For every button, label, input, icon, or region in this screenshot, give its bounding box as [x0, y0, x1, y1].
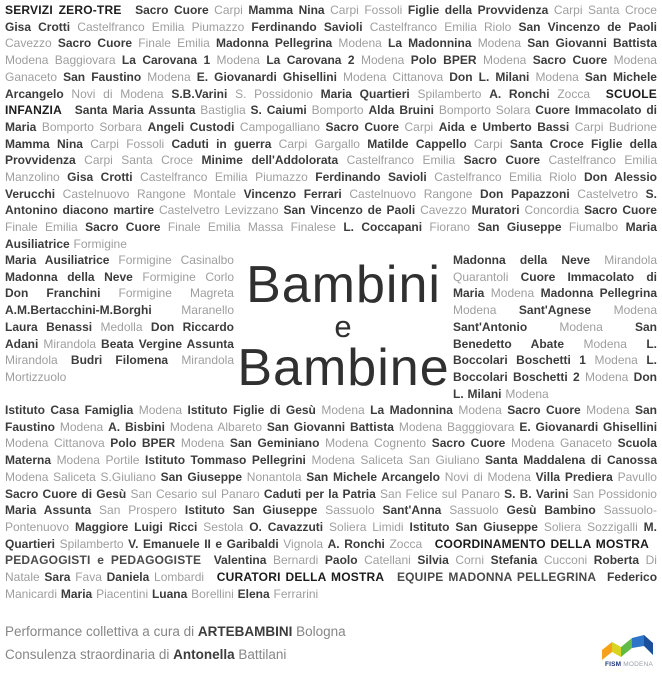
logo-text-fism: FISM [604, 661, 622, 668]
place-name: Maranello [181, 303, 234, 318]
school-name: L. Boccolari Boschetti 1 [453, 336, 658, 368]
school-name: Alda Bruini [368, 103, 434, 118]
place-name: Modena Portile [56, 453, 140, 468]
school-name: Daniela [106, 570, 150, 585]
place-name: Vignola [283, 536, 324, 551]
footer-consulting-credit [5, 647, 286, 663]
fism-zigzag-icon [601, 635, 657, 661]
school-name: San Vincenzo de Paoli [283, 203, 416, 218]
school-name: Maria Ausiliatrice [5, 220, 657, 251]
place-name: Castelvetro Levizzano [158, 203, 279, 218]
place-name: Carpi [473, 136, 503, 151]
section-header: COORDINAMENTO DELLA MOSTRA [434, 536, 649, 551]
school-name: Istituto San Giuseppe [409, 519, 538, 534]
school-name: San Giuseppe [160, 469, 243, 484]
school-name: San Michele Arcangelo [5, 69, 657, 101]
place-name: Cavezzo [5, 36, 52, 51]
school-name: ARTEBAMBINI [197, 624, 293, 639]
school-name: San Benedetto Abate [453, 319, 657, 351]
school-name: Santa Maria Assunta [74, 103, 196, 118]
school-name: Sacro Cuore [57, 36, 133, 51]
school-name: M. Quartieri [5, 519, 657, 551]
school-name: Sara [44, 570, 71, 585]
school-name: O. Cavazzuti [249, 519, 324, 534]
school-name: Don L. Milani [449, 69, 530, 84]
place-name: Finale Emilia [5, 220, 78, 235]
school-name: Madonna della Neve [5, 269, 133, 284]
place-name: Sassuolo-Pontenuovo [5, 503, 657, 534]
school-name: Aida e Umberto Bassi [438, 119, 570, 134]
school-name: Mamma Nina [248, 3, 325, 17]
place-name: Fava [75, 570, 102, 585]
place-name: Carpi Santa Croce [553, 3, 657, 17]
school-name: Sacro Cuore di Gesù [5, 486, 127, 501]
place-name: Modena Cittanova [343, 69, 444, 84]
place-name: Zocca [557, 86, 591, 101]
school-name: Don L. Milani [453, 369, 657, 401]
section-header: EQUIPE MADONNA PELLEGRINA [396, 570, 597, 585]
school-name: Scuola Materna [5, 436, 657, 468]
school-name: Sacro Cuore [431, 436, 506, 451]
school-name: Federico [607, 570, 658, 585]
place-name: San Possidonio [572, 486, 657, 501]
place-name: Manicardi [5, 586, 58, 601]
place-name: Modena [583, 336, 627, 351]
place-name: Modena [321, 403, 365, 417]
place-name: Borellini [191, 586, 234, 601]
school-name: San Giovanni Battista [266, 419, 394, 434]
logo-wordmark [600, 661, 658, 669]
school-name: Maggiore Luigi Ricci [74, 519, 198, 534]
school-name: Muratori [471, 203, 520, 218]
school-name: Gesù Bambino [506, 503, 596, 518]
place-name: Modena [338, 36, 382, 51]
place-name: Modena [505, 386, 549, 401]
place-name: Formigine Magreta [118, 286, 234, 301]
school-name: V. Emanuele II e Garibaldi [128, 536, 279, 551]
place-name: Ferrarini [273, 586, 319, 601]
school-name: Madonna Pellegrina [540, 286, 658, 301]
place-name: Battilani [238, 647, 287, 662]
school-name: Villa Prediera [535, 469, 613, 484]
place-name: Modena [594, 353, 638, 368]
title-word-e: e [334, 309, 353, 344]
place-name: Modena [147, 69, 191, 84]
school-name: Don Papazzoni [480, 186, 570, 201]
school-name: Istituto San Giuseppe [184, 503, 318, 518]
school-name: Sant'Agnese [518, 303, 592, 318]
logo-facet-orange [602, 642, 612, 660]
school-name: S. Antonino diacono martire [5, 186, 657, 218]
place-name: Finale Emilia [138, 36, 210, 51]
school-name: Caduti per la Patria [263, 486, 376, 501]
place-name: Carpi Fossoli [90, 136, 165, 151]
place-name: Modena Ganaceto [510, 436, 612, 451]
place-name: S. Possidonio [235, 86, 313, 101]
school-name: Sacro Cuore [532, 53, 608, 68]
logo-facet-green [621, 638, 632, 657]
place-name: Novi di Modena [444, 469, 531, 484]
place-name: Castelfranco Emilia Riolo [369, 19, 512, 34]
school-list-left-column [5, 252, 234, 402]
place-name: Modena [482, 53, 527, 68]
place-name: Sassuolo [325, 503, 375, 518]
place-name: Spilamberto [59, 536, 124, 551]
logo-facet-blue-dark [644, 635, 653, 655]
school-name: Antonella [173, 647, 235, 662]
school-name: Polo BPER [410, 53, 477, 68]
place-name: Modena [613, 303, 657, 318]
logo-facet-yellow [612, 642, 621, 657]
school-name: Polo BPER [110, 436, 176, 451]
school-name: Budri Filomena [70, 353, 169, 368]
school-name: La Madonnina [387, 36, 472, 51]
place-name: Modena [453, 303, 497, 318]
school-name: San Giuseppe [477, 220, 562, 235]
school-name: Caduti in guerra [171, 136, 272, 151]
place-name: Carpi [214, 3, 243, 17]
place-name: Castelfranco Emilia [346, 153, 456, 168]
school-name: La Madonnina [370, 403, 453, 417]
school-name: Don Franchini [5, 286, 101, 301]
school-name: Madonna della Neve [453, 253, 591, 267]
place-name: Castelnuovo Rangone Montale [62, 186, 237, 201]
place-name: San Cesario sul Panaro [130, 486, 260, 501]
school-name: S. B. Varini [504, 486, 569, 501]
place-name: Castelfranco Emilia Riolo [434, 170, 577, 185]
place-name: Modena [360, 53, 405, 68]
school-list-bottom [5, 402, 657, 602]
place-name: Bernardi [272, 553, 319, 568]
school-name: San Faustino [5, 403, 657, 434]
school-name: Silvia [417, 553, 449, 568]
place-name: Di Natale [5, 553, 657, 585]
school-name: Sant'Anna [382, 503, 442, 518]
school-name: Istituto Casa Famiglia [5, 403, 134, 417]
place-name: Nonantola [246, 469, 302, 484]
school-name: L. Boccolari Boschetti 2 [453, 353, 657, 384]
place-name: Lombardi [154, 570, 205, 585]
place-name: Fiumalbo [568, 220, 619, 235]
place-name: Carpi Fossoli [330, 3, 403, 17]
place-name: Finale Emilia Massa Finalese [167, 220, 336, 235]
school-name: Roberta [593, 553, 640, 568]
school-name: Don Riccardo Adani [5, 319, 234, 351]
school-name: A.M.Bertacchini-M.Borghi [5, 303, 152, 318]
place-name: Modena [584, 369, 629, 384]
place-name: Soliera Sozzigalli [543, 519, 638, 534]
section-header: SCUOLE INFANZIA [5, 86, 657, 118]
school-name: Santa Croce Figlie della Provvidenza [5, 136, 658, 168]
school-name: L. Coccapani [343, 220, 423, 235]
school-name: Maria [60, 586, 93, 601]
school-name: E. Giovanardi Ghisellini [519, 419, 658, 434]
school-list-top [5, 2, 657, 253]
place-name: Spilamberto [417, 86, 482, 101]
place-name: Bomporto Solara [438, 103, 531, 118]
school-name: Istituto Tommaso Pellegrini [145, 453, 306, 468]
place-name: Castelfranco Emilia Manzolino [5, 153, 657, 185]
place-name: Performance collettiva a cura di [5, 624, 195, 639]
place-name: Carpi Budrione [574, 119, 657, 134]
school-name: Mamma Nina [5, 136, 83, 151]
school-name: Cuore Immacolato di Maria [5, 103, 658, 134]
place-name: Bologna [296, 624, 346, 639]
school-name: San Giovanni Battista [527, 36, 657, 51]
place-name: Modena [535, 69, 579, 84]
place-name: Pavullo [617, 469, 657, 484]
place-name: Bomporto Sorbara [41, 119, 143, 134]
place-name: Concordia [524, 203, 580, 218]
school-name: Sacro Cuore [463, 153, 541, 168]
place-name: Modena [138, 403, 183, 417]
place-name: Consulenza straordinaria di [5, 647, 170, 662]
school-name: E. Giovanardi Ghisellini [196, 69, 337, 84]
school-name: La Carovana 1 [121, 53, 211, 68]
place-name: San Felice sul Panaro [380, 486, 500, 501]
place-name: Formigine Corlo [142, 269, 234, 284]
place-name: Campogalliano [239, 119, 320, 134]
place-name: Modena Albareto [169, 419, 263, 434]
place-name: Catellani [364, 553, 411, 568]
school-list-right-column [453, 252, 657, 402]
school-name: Matilde Cappello [367, 136, 467, 151]
school-name: S.B.Varini [171, 86, 228, 101]
school-name: La Carovana 2 [266, 53, 355, 68]
place-name: Modena Cittanova [5, 436, 105, 451]
place-name: Corni [455, 553, 484, 568]
school-name: Don Alessio Verucchi [5, 170, 657, 201]
school-name: Elena [237, 586, 270, 601]
title-word-bambine: Bambine [237, 339, 450, 397]
school-name: Paolo [324, 553, 358, 568]
school-name: Istituto Figlie di Gesù [187, 403, 316, 417]
place-name: Modena [216, 53, 260, 68]
place-name: Modena [458, 403, 502, 417]
school-name: Maria Assunta [5, 503, 92, 518]
place-name: Modena [586, 403, 630, 417]
logo-facet-blue-light [632, 635, 644, 648]
place-name: Sassuolo [449, 503, 499, 518]
school-name: Maria Quartieri [320, 86, 410, 101]
school-name: Sacro Cuore [584, 203, 657, 218]
school-name: Madonna Pellegrina [216, 36, 333, 51]
school-name: Beata Vergine Assunta [101, 336, 234, 351]
place-name: Bomporto [311, 103, 364, 118]
footer-performance-credit [5, 624, 346, 640]
school-name: A. Ronchi [489, 86, 550, 101]
section-header: PEDAGOGISTI e PEDAGOGISTE [5, 553, 202, 568]
place-name: Modena [477, 36, 522, 51]
place-name: Formigine [73, 236, 127, 251]
school-name: San Faustino [63, 69, 142, 84]
school-name: Stefania [490, 553, 538, 568]
place-name: Castelnuovo Rangone [349, 186, 473, 201]
school-name: Laura Benassi [5, 319, 93, 334]
section-header: SERVIZI ZERO-TRE [5, 3, 122, 17]
school-name: Gisa Crotti [67, 170, 133, 185]
school-name: San Vincenzo de Paoli [518, 19, 658, 34]
school-name: Cuore Immacolato di Maria [453, 269, 657, 301]
place-name: Fiorano [429, 220, 471, 235]
school-name: Luana [151, 586, 188, 601]
place-name: Cucconi [543, 553, 588, 568]
school-name: Sacro Cuore [135, 3, 209, 17]
school-name: Sacro Cuore [85, 220, 161, 235]
school-name: Ferdinando Savioli [251, 19, 363, 34]
place-name: Carpi [404, 119, 434, 134]
school-name: San Michele Arcangelo [306, 469, 440, 484]
place-name: Mirandola [5, 353, 58, 368]
place-name: Castelvetro [577, 186, 638, 201]
logo-text-modena: MODENA [623, 661, 654, 668]
place-name: Castelfranco Emilia Piumazzo [77, 19, 245, 34]
school-name: Sacro Cuore [507, 403, 581, 417]
school-name: Vincenzo Ferrari [243, 186, 342, 201]
place-name: Modena Bagggiovara [398, 419, 515, 434]
place-name: Castelfranco Emilia Piumazzo [140, 170, 308, 185]
school-name: Figlie della Provvidenza [407, 3, 549, 17]
place-name: Modena [59, 419, 104, 434]
place-name: Novi di Modena [71, 86, 164, 101]
place-name: Modena Baggiovara [5, 53, 116, 68]
place-name: Soliera Limidi [329, 519, 404, 534]
school-name: S. Caiumi [250, 103, 307, 118]
school-name: San Geminiano [229, 436, 320, 451]
place-name: Modena Saliceta S.Giuliano [5, 469, 156, 484]
place-name: Carpi Gargallo [278, 136, 360, 151]
place-name: Mirandola Quarantoli [453, 253, 657, 284]
place-name: Formigine Casinalbo [118, 253, 234, 267]
title-word-bambini: Bambini [246, 256, 441, 314]
place-name: Cavezzo [420, 203, 467, 218]
school-name: A. Bisbini [108, 419, 165, 434]
place-name: San Prospero [99, 503, 177, 518]
place-name: Modena Saliceta San Giuliano [311, 453, 480, 468]
place-name: Modena [490, 286, 535, 301]
place-name: Modena [559, 319, 603, 334]
place-name: Mirandola Mortizzuolo [5, 353, 235, 384]
middle-section [5, 252, 657, 402]
poster-title [234, 252, 453, 402]
school-name: Minime dell'Addolorata [201, 153, 339, 168]
school-name: Sant'Antonio [453, 319, 528, 334]
school-name: Angeli Custodi [147, 119, 235, 134]
place-name: Modena [180, 436, 225, 451]
fism-modena-logo [600, 635, 658, 669]
school-name: A. Ronchi [327, 536, 385, 551]
school-name: Sacro Cuore [325, 119, 399, 134]
school-name: Maria Ausiliatrice [5, 253, 110, 267]
school-name: Gisa Crotti [5, 19, 71, 34]
place-name: Modena Cognento [325, 436, 427, 451]
section-header: CURATORI DELLA MOSTRA [216, 570, 385, 585]
school-name: Santa Maddalena di Canossa [485, 453, 658, 468]
place-name: Sestola [203, 519, 244, 534]
place-name: Carpi Santa Croce [84, 153, 194, 168]
school-name: Ferdinando Savioli [315, 170, 427, 185]
place-name: Bastiglia [200, 103, 246, 118]
place-name: Mirandola [43, 336, 97, 351]
place-name: Medolla [100, 319, 143, 334]
place-name: Modena Ganaceto [5, 53, 657, 84]
school-name: Valentina [213, 553, 267, 568]
place-name: Piacentini [96, 586, 149, 601]
place-name: Zocca [389, 536, 423, 551]
